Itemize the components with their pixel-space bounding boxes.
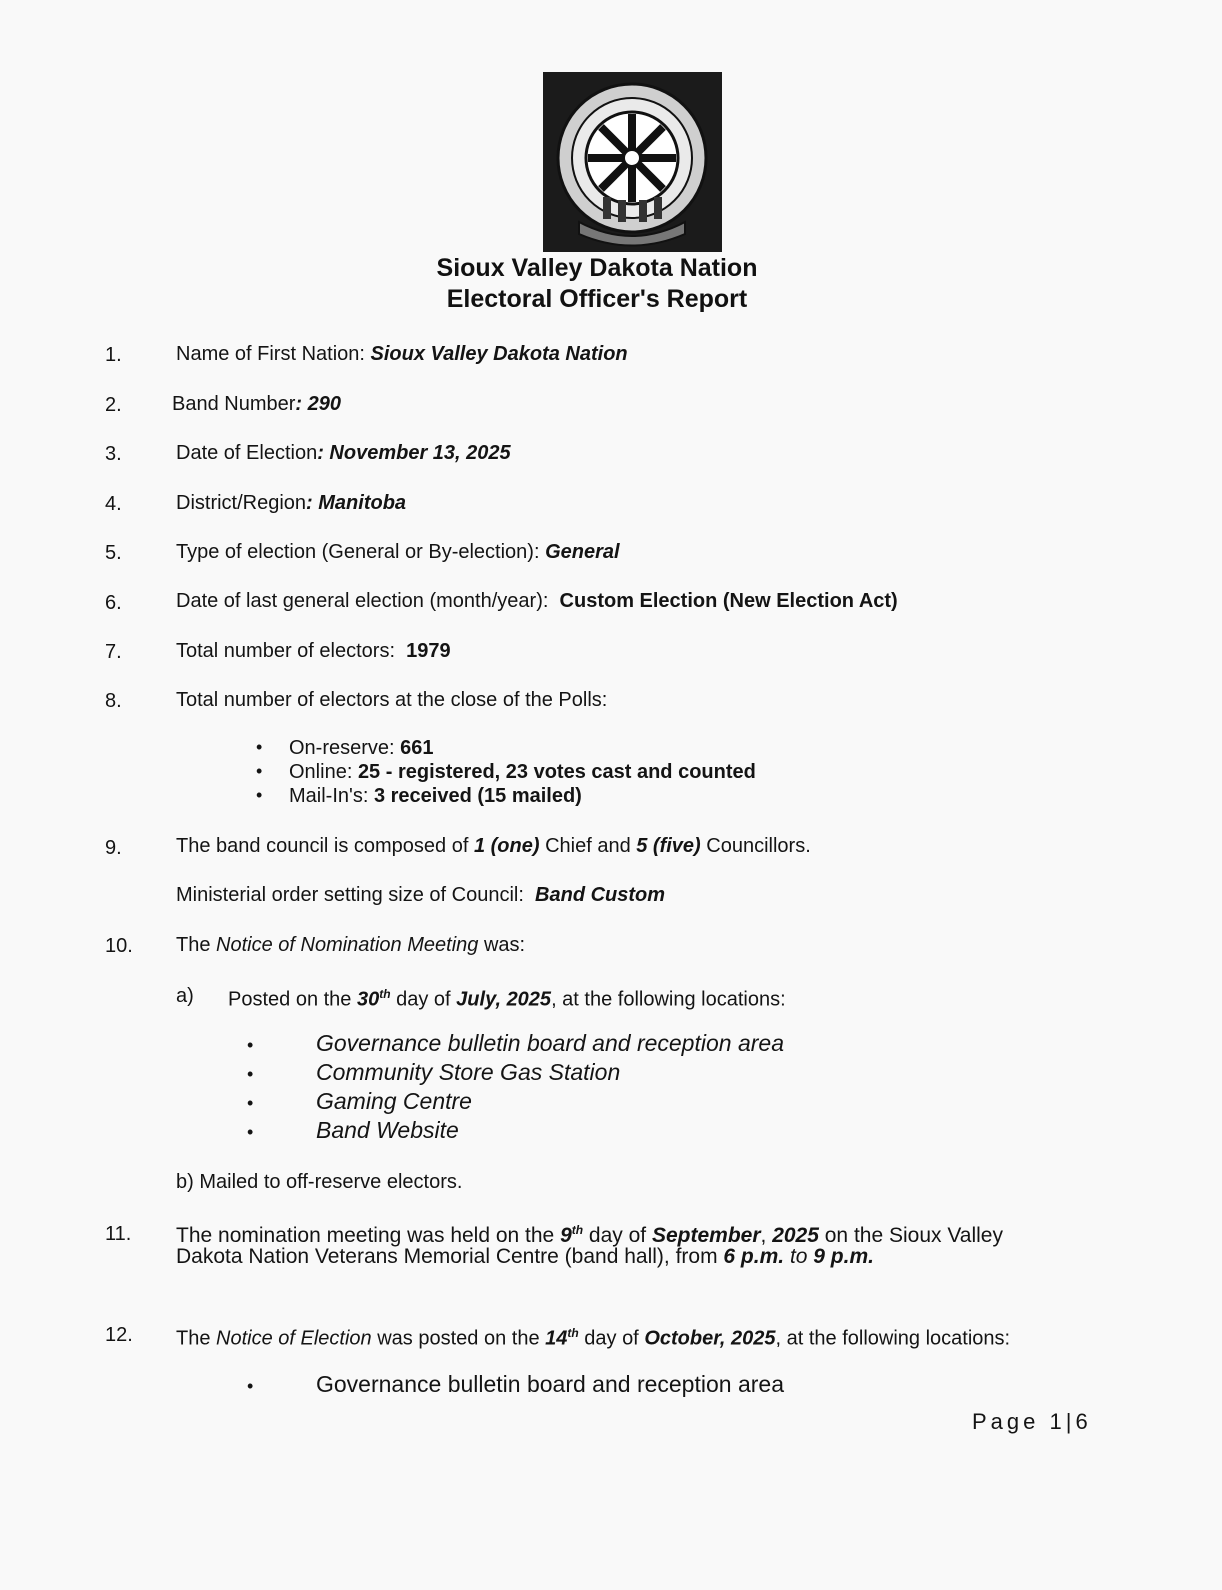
text: Chief and (539, 835, 637, 857)
item-label: Total number of electors: (176, 640, 407, 662)
day: 30 (356, 988, 380, 1011)
notice-title: Notice of Election (216, 1327, 372, 1350)
text: was: (478, 934, 526, 956)
order-label: Ministerial order setting size of Council: (176, 884, 536, 906)
posted-on (228, 982, 786, 1012)
bullet: • (247, 1064, 254, 1084)
item-label: Band Number (172, 393, 296, 415)
notice-title: Notice of Nomination Meeting (216, 934, 479, 956)
item-nomination-notice (176, 933, 525, 957)
item-number: 4. (105, 493, 122, 515)
month: July, 2025 (456, 988, 552, 1011)
item-value: General (545, 541, 620, 563)
text: , at the following locations: (775, 1327, 1011, 1350)
location-item: Gaming Centre (316, 1088, 472, 1114)
bullet: • (256, 785, 263, 805)
item-separator: : (295, 393, 308, 415)
item-council-composition (176, 834, 811, 858)
item-value: Custom Election (New Election Act) (559, 590, 898, 612)
item-label: Date of last general election (month/year): (176, 590, 560, 612)
item-label: District/Region (176, 492, 307, 514)
page-number: Page 1|6 (972, 1409, 1092, 1434)
item-label: Type of election (General or By-election): (176, 541, 546, 563)
document-title: Sioux Valley Dakota Nation (436, 254, 758, 282)
item-number: 6. (105, 592, 122, 614)
text: on the Sioux Valley (818, 1224, 1003, 1247)
text: Posted on the (228, 988, 357, 1011)
item-value: November 13, 2025 (329, 442, 511, 464)
item-value: 290 (307, 393, 341, 415)
item-number: 10. (105, 935, 133, 957)
item-separator: : (306, 492, 319, 514)
nomination-meeting-line2 (176, 1245, 874, 1269)
item-number: 8. (105, 690, 122, 712)
poll-on-reserve (289, 736, 434, 760)
nomination-meeting-line1 (176, 1218, 1003, 1248)
poll-label: On-reserve: (289, 737, 401, 759)
location-item: Community Store Gas Station (316, 1059, 621, 1085)
item-total-electors (176, 639, 451, 663)
item-number: 11. (105, 1223, 132, 1245)
item-label: Name of First Nation: (176, 343, 371, 365)
mailed-off-reserve: b) Mailed to off-reserve electors. (176, 1171, 463, 1193)
item-number: 3. (105, 443, 122, 465)
bullet: • (256, 737, 263, 757)
sub-item-label: a) (176, 985, 194, 1007)
bullet: • (247, 1122, 254, 1142)
text: The nomination meeting was held on the (176, 1224, 561, 1247)
ministerial-order (176, 883, 665, 907)
end-time: 9 p.m. (813, 1245, 874, 1268)
councillor-count: 5 (five) (636, 835, 701, 857)
text: The (176, 1327, 217, 1350)
ordinal: th (571, 1223, 584, 1237)
text: The (176, 934, 217, 956)
chief-count: 1 (one) (473, 835, 540, 857)
item-value: Sioux Valley Dakota Nation (370, 343, 628, 365)
location-item: Band Website (316, 1117, 459, 1143)
item-last-election (176, 589, 898, 613)
item-number: 12. (105, 1324, 133, 1346)
bullet: • (256, 761, 263, 781)
poll-label: Online: (289, 761, 358, 783)
year: 2025 (772, 1224, 819, 1247)
item-electors-close: Total number of electors at the close of the Polls: (176, 689, 608, 711)
item-value: Manitoba (318, 492, 407, 514)
item-first-nation (176, 342, 628, 366)
item-election-date (176, 441, 511, 465)
poll-value: 661 (400, 737, 434, 759)
text: Dakota Nation Veterans Memorial Centre (band hall), from (176, 1245, 724, 1268)
poll-value: 25 - registered, 23 votes cast and counted (357, 761, 756, 783)
poll-label: Mail-In's: (289, 785, 374, 807)
month: September (651, 1224, 761, 1247)
item-number: 5. (105, 542, 122, 564)
text: , (760, 1224, 773, 1247)
nation-logo (543, 72, 722, 252)
text: , at the following locations: (551, 988, 786, 1011)
location-item: Governance bulletin board and reception area (316, 1371, 784, 1397)
text: day of (578, 1327, 645, 1350)
item-number: 1. (105, 344, 122, 366)
poll-value: 3 received (15 mailed) (373, 785, 582, 807)
location-item: Governance bulletin board and reception area (316, 1030, 784, 1056)
text: The band council is composed of (176, 835, 474, 857)
bullet: • (247, 1376, 254, 1396)
item-election-type (176, 540, 620, 564)
bullet: • (247, 1093, 254, 1113)
bullet: • (247, 1035, 254, 1055)
item-number: 9. (105, 837, 122, 859)
order-value: Band Custom (535, 884, 666, 906)
start-time: 6 p.m. (723, 1245, 785, 1268)
text: Councillors. (700, 835, 811, 857)
text: to (784, 1245, 814, 1268)
day: 14 (545, 1327, 568, 1350)
month: October, 2025 (644, 1327, 776, 1350)
document-subtitle: Electoral Officer's Report (446, 285, 748, 313)
election-notice (176, 1321, 1010, 1351)
day: 9 (560, 1224, 572, 1247)
item-label: Date of Election (176, 442, 318, 464)
text: day of (583, 1224, 652, 1247)
nation-seal-icon (543, 72, 722, 252)
item-number: 7. (105, 641, 122, 663)
ordinal: th (567, 1326, 579, 1340)
text: was posted on the (371, 1327, 546, 1350)
poll-mail-in (289, 784, 582, 808)
item-separator: : (317, 442, 330, 464)
ordinal: th (379, 987, 391, 1001)
item-value: 1979 (406, 640, 451, 662)
text: day of (390, 988, 457, 1011)
poll-online (289, 760, 756, 784)
item-region (176, 491, 406, 515)
item-number: 2. (105, 394, 122, 416)
item-band-number (172, 392, 341, 416)
